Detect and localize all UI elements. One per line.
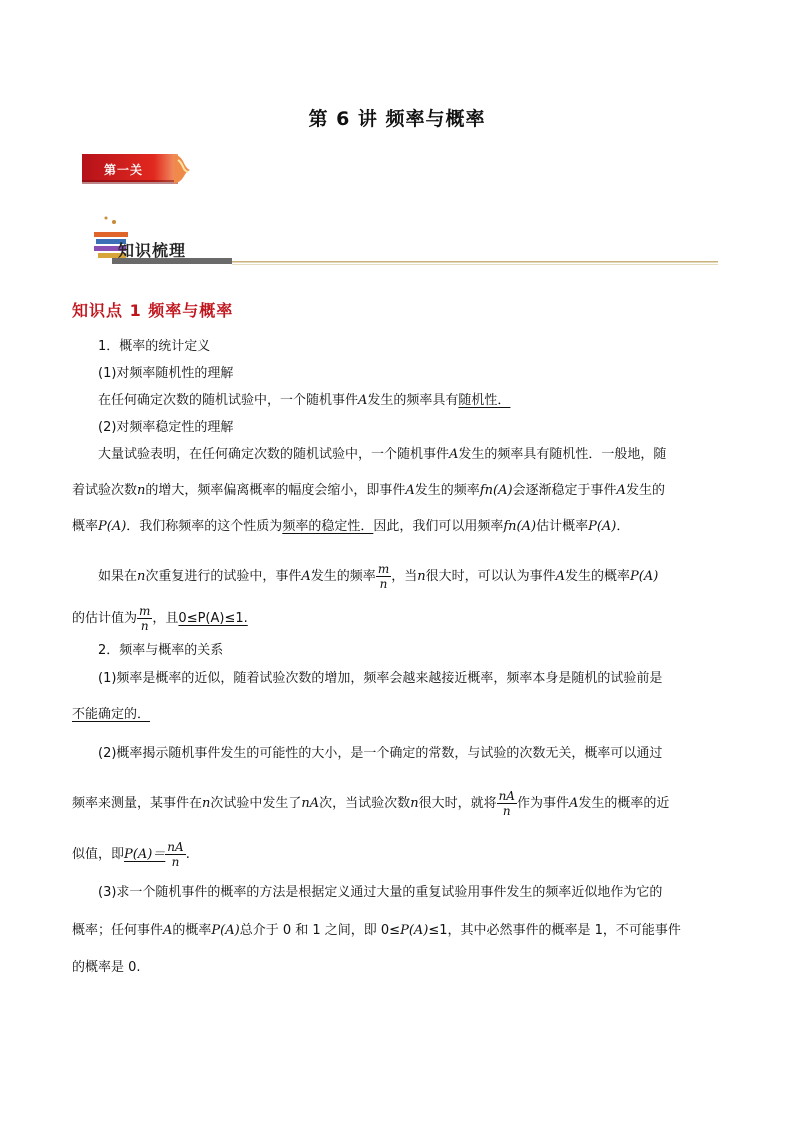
- s1-p1-text: 在任何确定次数的随机试验中，一个随机事件A发生的频率具有随机性．: [98, 393, 511, 408]
- s1-p3-line-1: 如果在n次重复进行的试验中，事件A发生的频率 $\frac{m}{n}$ ，当n很大时，可以认为事件A发生的概率P(A): [98, 562, 659, 591]
- fraction-m-over-n: $\frac{m}{n}$: [377, 562, 390, 591]
- knowledge-point-title: 知识点 1 频率与概率: [72, 301, 234, 320]
- level-banner-label: 第一关: [104, 163, 144, 177]
- fraction-nA-over-n: $\frac{nA}{n}$: [498, 789, 515, 818]
- s1-p1-heading: (1)对频率随机性的理解: [98, 366, 234, 381]
- s2-p2-line-3: 似值，即P(A)＝ $\frac{nA}{n}$ .: [72, 840, 190, 869]
- s2-p2-line-2: 频率来测量，某事件在n次试验中发生了nA次，当试验次数n很大时，就将 $\frac{nA}{n}$ 作为事件A发生的概率的近: [72, 789, 670, 818]
- s2-p3-line-2: 概率；任何事件A的概率P(A)总介于 0 和 1 之间，即 0≤P(A)≤1，其中必然事件的概率是 1，不可能事件: [72, 923, 681, 938]
- s1-p3-line-2: 的估计值为 $\frac{m}{n}$ ，且0≤P(A)≤1.: [72, 604, 248, 633]
- s2-p3-line-1: (3)求一个随机事件的概率的方法是根据定义通过大量的重复试验用事件发生的频率近似地作为它的: [98, 885, 663, 900]
- page-title: 第 6 讲 频率与概率: [308, 108, 486, 130]
- s1-p2-line-1: 大量试验表明，在任何确定次数的随机试验中，一个随机事件A发生的频率具有随机性．一般地，随: [98, 447, 667, 462]
- section-header-label: 知识梳理: [118, 241, 187, 260]
- fraction-nA-over-n: $\frac{nA}{n}$: [167, 840, 184, 869]
- s1-p2-line-3: 概率P(A)．我们称频率的这个性质为频率的稳定性．因此，我们可以用频率fn(A)估计概率P(A)．: [72, 519, 630, 534]
- s1-p2-line-2: 着试验次数n的增大，频率偏离概率的幅度会缩小，即事件A发生的频率fn(A)会逐渐稳定于事件A发生的: [72, 483, 665, 498]
- s2-p2-line-1: (2)概率揭示随机事件发生的可能性的大小，是一个确定的常数，与试验的次数无关，概率可以通过: [98, 746, 663, 761]
- section-2-heading: 2．频率与概率的关系: [98, 643, 224, 658]
- s2-p1-line-1: (1)频率是概率的近似，随着试验次数的增加，频率会越来越接近概率，频率本身是随机的试验前是: [98, 671, 663, 686]
- s2-p3-line-3: 的概率是 0.: [72, 960, 141, 975]
- fraction-m-over-n: $\frac{m}{n}$: [139, 604, 151, 633]
- section-1-heading: 1．概率的统计定义: [98, 339, 211, 354]
- s2-p1-line-2: 不能确定的．: [72, 707, 151, 722]
- s1-p2-heading: (2)对频率稳定性的理解: [98, 420, 234, 435]
